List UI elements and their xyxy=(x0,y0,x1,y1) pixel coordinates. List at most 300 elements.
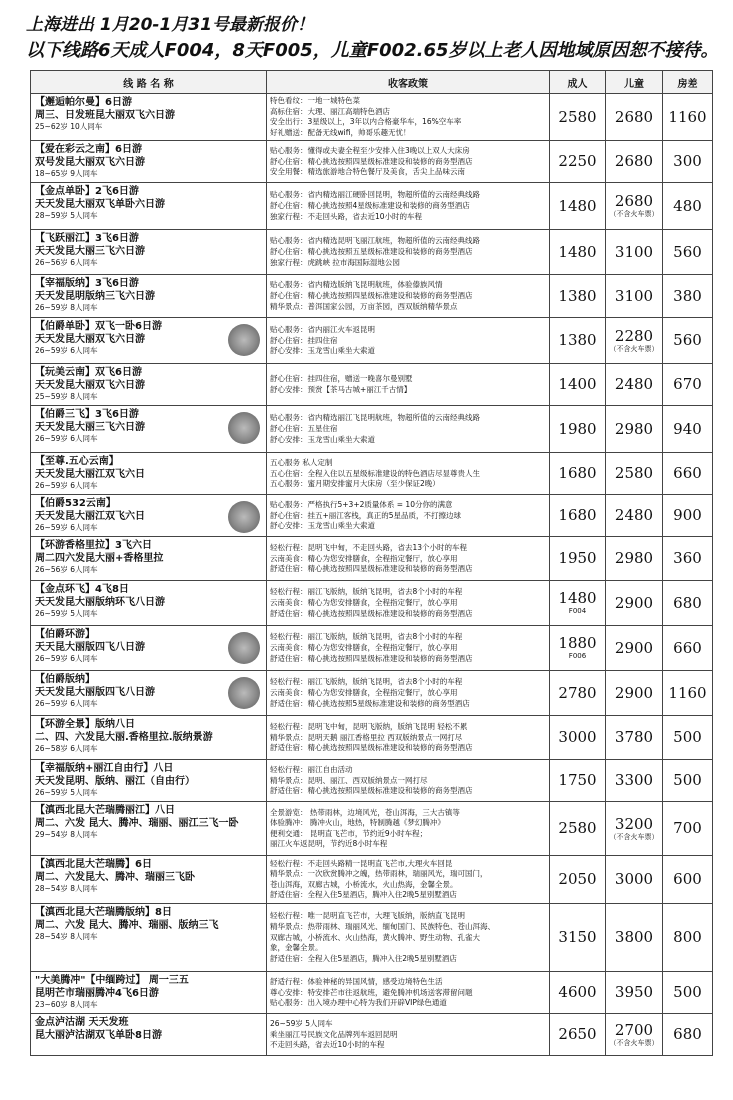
route-title: 【伯爵环游】 xyxy=(35,629,95,641)
adult-price-value: 2250 xyxy=(558,152,597,171)
adult-price-value: 1380 xyxy=(558,286,597,305)
route-group-info: 25~62岁 10人同车 xyxy=(35,122,103,131)
adult-price xyxy=(550,904,606,972)
adult-price xyxy=(550,626,606,671)
route-title: 【伯爵单卧】双飞一卧6日游 xyxy=(35,321,162,333)
route-group-info: 26~59岁 6人同车 xyxy=(35,523,98,533)
adult-price xyxy=(550,230,606,275)
adult-price-value: 2650 xyxy=(558,1025,597,1044)
route-title: 【滇西北昆大芒瑞腾版纳】8日 xyxy=(35,907,172,919)
policy-line: 舒适住宿：全程入住5星酒店，腾冲入住2晚5星别墅酒店 xyxy=(270,953,457,963)
route-line: 天天发昆大丽三飞六日游 xyxy=(35,422,145,434)
route-group-info: 25~59岁 8人同车 xyxy=(35,392,98,402)
policy-line: 轻松行程：丽江飞版纳，版纳飞昆明，省去8个小时的车程 xyxy=(270,632,463,642)
adult-price-value: 1480 xyxy=(558,242,597,261)
route-title: 【伯爵版纳】 xyxy=(35,674,95,686)
child-price-value: 3000 xyxy=(614,870,654,889)
table-row xyxy=(31,364,713,406)
route-cell xyxy=(31,581,267,626)
policy-cell xyxy=(267,856,550,904)
policy-cell xyxy=(267,406,550,453)
route-line: 天天发昆大丽版纳环飞八日游 xyxy=(35,597,165,609)
policy-line: 贴心服务：省内精选丽江飞昆明航班，物超所值的云南经典线路 xyxy=(270,413,480,423)
adult-price-value: 1480 xyxy=(558,196,597,215)
child-price-value: 3950 xyxy=(614,983,654,1002)
policy-line: 精华景点：昆明、丽江、西双版纳景点一网打尽 xyxy=(270,775,428,785)
policy-line: 双廊古城，小桥流水、火山热海，黄火腾冲、野生动物、孔雀大 xyxy=(270,932,480,942)
table-row xyxy=(31,318,713,364)
route-line: 二、四、六发昆大丽.香格里拉.版纳景游 xyxy=(35,732,213,744)
child-price xyxy=(606,904,663,972)
child-price xyxy=(606,760,663,802)
adult-price-value: 1980 xyxy=(558,419,597,438)
policy-line: 轻松行程：昆明飞中甸，不走回头路，省去13个小时的车程 xyxy=(270,542,468,552)
table-row xyxy=(31,495,713,537)
route-title: 【飞跃丽江】3飞6日游 xyxy=(35,233,139,245)
room-diff-price: 380 xyxy=(663,275,713,318)
policy-line: 好礼赠送：配备无线wifi，帅哥乐趣无忧！ xyxy=(270,127,411,137)
policy-line: 精华景点：热带雨林、瑞丽风光、缅甸国门、民族特色、苍山洱海、 xyxy=(270,921,495,931)
policy-line: 舒心住宿：五星住宿 xyxy=(270,424,338,434)
policy-line: 舒适住宿：精心挑选按照四星级标准建设和装修的商务型酒店 xyxy=(270,786,473,796)
route-line: 天天发昆大丽双飞单卧六日游 xyxy=(35,199,165,211)
child-price xyxy=(606,94,663,141)
table-row xyxy=(31,716,713,760)
policy-line: 精华景点：普洱国家公园，万亩茶园，西双版纳精华景点 xyxy=(270,301,458,311)
route-group-info: 26~59岁 6人同车 xyxy=(35,481,98,491)
child-price xyxy=(606,671,663,716)
policy-line: 舒适行程：体验神秘的异国风情，感受边境特色生活 xyxy=(270,976,443,986)
policy-line: 舒心住宿：精心挑选按照四星级标准建设和装修的商务型酒店 xyxy=(270,156,473,166)
child-price xyxy=(606,802,663,856)
route-group-info: 26~56岁 6人同车 xyxy=(35,565,98,575)
route-title: 【伯爵532云南】 xyxy=(35,498,116,510)
route-cell xyxy=(31,626,267,671)
route-title: 【滇西北昆大芒瑞腾】6日 xyxy=(35,859,152,871)
route-line: 天天昆大丽版四飞八日游 xyxy=(35,642,145,654)
policy-cell xyxy=(267,364,550,406)
route-cell xyxy=(31,1014,267,1056)
adult-price xyxy=(550,716,606,760)
route-title: "大美腾冲"【中缅跨过】 周一三五 xyxy=(35,975,189,987)
route-title: 【滇西北昆大芒瑞腾丽江】八日 xyxy=(35,805,175,817)
route-line: 天天发昆大丽版四飞八日游 xyxy=(35,687,155,699)
policy-cell xyxy=(267,671,550,716)
child-price-value: 2900 xyxy=(614,683,654,702)
route-cell xyxy=(31,856,267,904)
route-cell xyxy=(31,94,267,141)
room-diff-price: 500 xyxy=(663,716,713,760)
room-diff-price: 660 xyxy=(663,626,713,671)
col-header-policy: 收客政策 xyxy=(267,71,550,94)
policy-line: 舒心安排：玉龙雪山乘坐大索道 xyxy=(270,434,375,444)
route-group-info: 26~59岁 8人同车 xyxy=(35,303,98,313)
child-price xyxy=(606,495,663,537)
route-group-info: 29~54岁 8人同车 xyxy=(35,830,98,840)
route-title: 【邂逅帕尔曼】6日游 xyxy=(35,97,132,108)
policy-line: 舒适住宿：精心挑选按照5星级标准建设和装修的商务型酒店 xyxy=(270,698,470,708)
child-price-value: 3300 xyxy=(614,771,654,790)
route-group-info: 26~56岁 6人同车 xyxy=(35,258,98,268)
policy-line: 独家行程：虎跳峡 拉市海国际湿地公园 xyxy=(270,257,400,267)
room-diff-price: 700 xyxy=(663,802,713,856)
policy-line: 云南美食：精心为您安排膳食，全程指定餐厅，放心享用 xyxy=(270,643,458,653)
route-title: 【环游全景】版纳八日 xyxy=(35,719,135,731)
route-cell xyxy=(31,406,267,453)
route-line: 天天发昆大丽三飞六日游 xyxy=(35,246,145,258)
table-row xyxy=(31,581,713,626)
table-row xyxy=(31,453,713,495)
route-title: 【伯爵三飞】3飞6日游 xyxy=(35,409,139,421)
child-price xyxy=(606,230,663,275)
route-title: 【环游香格里拉】3飞六日 xyxy=(35,540,152,552)
policy-cell xyxy=(267,453,550,495)
adult-price-note: F004 xyxy=(568,607,587,616)
adult-price-value: 1950 xyxy=(558,549,597,568)
col-header-child: 儿童 xyxy=(606,71,663,94)
adult-price-value: 1480 xyxy=(558,589,597,608)
route-line: 天天发昆大丽双飞六日游 xyxy=(35,334,145,346)
policy-line: 贴心服务：省内丽江火车返昆明 xyxy=(270,324,375,334)
table-row xyxy=(31,904,713,972)
route-line: 天天发昆大丽江双飞六日 xyxy=(35,511,145,523)
route-cell xyxy=(31,716,267,760)
policy-line: 精华景点：一次欣赏腾冲之魄，热带雨林，瑞丽风光，瑞可国门， xyxy=(270,869,488,879)
policy-line: 贴心服务：出入境办理中心特为我们开辟VIP绿色通道 xyxy=(270,998,447,1008)
adult-price xyxy=(550,760,606,802)
table-row xyxy=(31,1014,713,1056)
route-title: 【金点单卧】2飞6日游 xyxy=(35,186,139,198)
adult-price-value: 2050 xyxy=(558,870,597,889)
child-price xyxy=(606,275,663,318)
col-header-diff: 房差 xyxy=(663,71,713,94)
route-line: 周二、六发昆大、腾冲、瑞丽三飞卧 xyxy=(35,872,195,884)
child-price xyxy=(606,183,663,230)
route-group-info: 26~59岁 6人同车 xyxy=(35,346,98,356)
route-group-info: 26~59岁 6人同车 xyxy=(35,654,98,664)
room-diff-price: 300 xyxy=(663,141,713,183)
route-title: 【幸福版纳+丽江自由行】八日 xyxy=(35,763,174,775)
table-row xyxy=(31,856,713,904)
adult-price-value: 2580 xyxy=(558,819,597,838)
policy-line: 独家行程：不走回头路，省去近10小时的车程 xyxy=(270,211,423,221)
child-price-value: 3100 xyxy=(614,242,654,261)
route-cell xyxy=(31,495,267,537)
route-group-info: 18~65岁 9人同车 xyxy=(35,169,98,179)
table-row xyxy=(31,141,713,183)
policy-line: 贴心服务：省内精选丽江硬卧回昆明，物超所值的云南经典线路 xyxy=(270,190,480,200)
child-price xyxy=(606,453,663,495)
table-row xyxy=(31,275,713,318)
policy-cell xyxy=(267,230,550,275)
route-cell xyxy=(31,364,267,406)
route-cell xyxy=(31,318,267,364)
adult-price xyxy=(550,1014,606,1056)
adult-price-value: 4600 xyxy=(558,983,597,1002)
table-header-row xyxy=(31,71,713,94)
policy-line: 轻松行程：丽江飞版纳，版纳飞昆明，省去8个小时的车程 xyxy=(270,677,463,687)
route-group-info: 28~59岁 5人同车 xyxy=(35,211,98,221)
child-price-value: 3100 xyxy=(614,286,654,305)
child-price xyxy=(606,972,663,1014)
policy-line: 贴心服务：懂得或夫妻全程至少安排入住3晚以上双人大床房 xyxy=(270,145,470,155)
room-diff-price: 900 xyxy=(663,495,713,537)
policy-cell xyxy=(267,581,550,626)
policy-line: 乘坐丽江号民族文化品牌列车返回昆明 xyxy=(270,1029,398,1039)
child-price-note: （不含火车票） xyxy=(609,832,659,841)
route-cell xyxy=(31,537,267,581)
room-diff-price: 360 xyxy=(663,537,713,581)
table-row xyxy=(31,802,713,856)
header-line-1: 上海进出 1月20-1月31号最新报价！ xyxy=(26,15,314,35)
policy-cell xyxy=(267,626,550,671)
room-diff-price: 500 xyxy=(663,760,713,802)
room-diff-price: 670 xyxy=(663,364,713,406)
policy-line: 云南美食：精心为您安排膳食，全程指定餐厅，放心享用 xyxy=(270,553,458,563)
route-line: 周二、六发 昆大、腾冲、瑞丽、版纳三飞 xyxy=(35,920,219,932)
policy-line: 轻松行程：不走回头路精一昆明直飞芒市,大理火车回昆 xyxy=(270,858,453,868)
child-price xyxy=(606,581,663,626)
route-line: 天天发昆大丽江双飞六日 xyxy=(35,469,145,481)
child-price xyxy=(606,1014,663,1056)
policy-cell xyxy=(267,275,550,318)
policy-line: 舒适住宿：精心挑选按照四星级标准建设和装修的商务型酒店 xyxy=(270,743,473,753)
route-group-info: 23~60岁 8人同车 xyxy=(35,1000,98,1010)
policy-line: 舒适住宿：全程入住5星酒店，腾冲入住2晚5星别墅酒店 xyxy=(270,890,457,900)
route-line: 天天发昆大丽双飞六日游 xyxy=(35,380,145,392)
policy-line: 丽江火车返昆明，节约近8小时车程 xyxy=(270,839,388,849)
route-title: 【玩美云南】双飞6日游 xyxy=(35,367,142,379)
room-diff-price: 600 xyxy=(663,856,713,904)
route-title: 【宰福版纳】3飞6日游 xyxy=(35,278,139,290)
child-price-value: 2580 xyxy=(614,464,654,483)
route-cell xyxy=(31,141,267,183)
policy-line: 舒心安排：预赏【茶马古城+丽江千古情】 xyxy=(270,384,412,394)
policy-cell xyxy=(267,495,550,537)
child-price xyxy=(606,537,663,581)
route-cell xyxy=(31,275,267,318)
policy-line: 舒心住宿：精心挑选按照五星级标准建设和装修的商务型酒店 xyxy=(270,247,473,257)
room-diff-price: 940 xyxy=(663,406,713,453)
route-title: 【金点环飞】4飞8日 xyxy=(35,584,129,596)
policy-line: 舒心住宿：挂五+丽江客栈，真正的5星品质，不打擦边球 xyxy=(270,510,462,520)
child-price xyxy=(606,856,663,904)
adult-price-value: 3000 xyxy=(558,728,597,747)
policy-line: 象，金馨全景。 xyxy=(270,943,323,953)
policy-line: 舒适住宿：精心挑选按照四星级标准建设和装修的商务型酒店 xyxy=(270,564,473,574)
route-cell xyxy=(31,802,267,856)
child-price xyxy=(606,716,663,760)
policy-cell xyxy=(267,972,550,1014)
route-line: 昆明芒市瑞丽腾冲4飞6日游 xyxy=(35,988,159,1000)
route-group-info: 26~58岁 6人同车 xyxy=(35,744,98,754)
policy-line: 全景游览： 热带雨林，边境风光，苍山洱海，三大古镇等 xyxy=(270,807,460,817)
policy-line: 舒心住宿：精心挑选按照四星级标准建设和装修的商务型酒店 xyxy=(270,291,473,301)
policy-line: 轻松行程：丽江自由活动 xyxy=(270,764,353,774)
policy-cell xyxy=(267,716,550,760)
policy-line: 26~59岁 5人同车 xyxy=(270,1018,333,1028)
route-cell xyxy=(31,671,267,716)
policy-line: 舒心安排：玉龙雪山乘坐大索道 xyxy=(270,346,375,356)
table-row xyxy=(31,626,713,671)
policy-cell xyxy=(267,94,550,141)
policy-cell xyxy=(267,1014,550,1056)
policy-line: 舒心安排：玉龙雪山乘坐大索道 xyxy=(270,521,375,531)
route-group-info: 28~54岁 8人同车 xyxy=(35,932,98,942)
room-diff-price: 800 xyxy=(663,904,713,972)
child-price-value: 3780 xyxy=(614,728,654,747)
col-header-route: 线 路 名 称 xyxy=(31,71,267,94)
room-diff-price: 680 xyxy=(663,1014,713,1056)
route-cell xyxy=(31,972,267,1014)
table-row xyxy=(31,230,713,275)
route-cell xyxy=(31,230,267,275)
room-diff-price: 1160 xyxy=(663,94,713,141)
route-group-info: 26~59岁 5人同车 xyxy=(35,788,98,798)
adult-price xyxy=(550,802,606,856)
policy-line: 舒心住宿：挂四住宿 xyxy=(270,335,338,345)
adult-price xyxy=(550,856,606,904)
policy-line: 云南美食：精心为您安排膳食，全程指定餐厅，放心享用 xyxy=(270,598,458,608)
route-cell xyxy=(31,183,267,230)
child-price xyxy=(606,406,663,453)
route-cell xyxy=(31,453,267,495)
price-table xyxy=(30,70,713,1056)
policy-line: 舒心住宿：挂四住宿，赠送一晚喜尔曼别墅 xyxy=(270,374,413,384)
adult-price-value: 1680 xyxy=(558,506,597,525)
adult-price-value: 1750 xyxy=(558,771,597,790)
table-row xyxy=(31,183,713,230)
child-price-value: 3800 xyxy=(614,928,654,947)
adult-price-value: 1400 xyxy=(558,375,597,394)
policy-line: 特色看纹：一地一城特色菜 xyxy=(270,96,360,105)
route-title: 金点泸沽湖 天天发班 xyxy=(35,1017,129,1029)
policy-line: 贴心服务：严格执行5+3+2质量体系 = 10分你的满意 xyxy=(270,499,453,509)
room-diff-price: 560 xyxy=(663,318,713,364)
policy-line: 安全用餐：精选旅游地合特色餐厅及美食，舌尖上品味云南 xyxy=(270,167,465,177)
adult-price xyxy=(550,453,606,495)
policy-cell xyxy=(267,183,550,230)
child-price-value: 2980 xyxy=(614,549,654,568)
adult-price xyxy=(550,183,606,230)
adult-price-value: 2780 xyxy=(558,683,597,702)
policy-line: 贴心服务：省内精选昆明飞丽江航班，物超所值的云南经典线路 xyxy=(270,236,480,246)
policy-cell xyxy=(267,904,550,972)
route-group-info: 28~54岁 8人同车 xyxy=(35,884,98,894)
child-price xyxy=(606,626,663,671)
adult-price-note: F006 xyxy=(568,652,587,661)
policy-line: 五心服务 私人定制 xyxy=(270,457,333,467)
policy-line: 体验腾冲： 腾冲火山，地热，特制腾越《梦幻腾冲》 xyxy=(270,818,445,828)
room-diff-price: 660 xyxy=(663,453,713,495)
adult-price xyxy=(550,537,606,581)
policy-cell xyxy=(267,141,550,183)
child-price-value: 2980 xyxy=(614,419,654,438)
child-price-note: （不含火车票） xyxy=(609,1038,659,1047)
policy-line: 便利交通： 昆明直飞芒市，节约近9小时车程； xyxy=(270,828,428,838)
route-group-info: 26~59岁 6人同车 xyxy=(35,434,98,444)
child-price-value: 3200 xyxy=(614,814,654,833)
room-diff-price: 1160 xyxy=(663,671,713,716)
adult-price xyxy=(550,671,606,716)
room-diff-price: 480 xyxy=(663,183,713,230)
policy-cell xyxy=(267,802,550,856)
adult-price xyxy=(550,495,606,537)
adult-price xyxy=(550,275,606,318)
child-price xyxy=(606,318,663,364)
route-line: 周二、六发 昆大、腾冲、瑞丽、丽江三飞一卧 xyxy=(35,818,239,830)
policy-cell xyxy=(267,537,550,581)
route-line: 周三、日发班昆大丽双飞六日游 xyxy=(35,110,175,121)
adult-price xyxy=(550,364,606,406)
adult-price xyxy=(550,406,606,453)
room-diff-price: 680 xyxy=(663,581,713,626)
child-price-value: 2280 xyxy=(614,326,654,345)
adult-price-value: 2580 xyxy=(558,107,597,126)
route-title: 【爱在彩云之南】6日游 xyxy=(35,144,142,156)
header-line-2: 以下线路6天成人F004，8天F005，儿童F002.65岁以上老人因地域原因恕不接待。 xyxy=(26,40,719,61)
child-price-value: 2900 xyxy=(614,593,654,612)
policy-line: 尊心安排：特安排芒市往返航班，避免腾冲机场送客滞留问题 xyxy=(270,987,473,997)
adult-price-value: 1880 xyxy=(558,634,597,653)
policy-line: 不走回头路，省去近10小时的车程 xyxy=(270,1040,385,1050)
table-row xyxy=(31,406,713,453)
adult-price-value: 3150 xyxy=(558,928,597,947)
policy-line: 高标住宿：大理、丽江高端特色酒店 xyxy=(270,106,390,116)
route-group-info: 26~59岁 6人同车 xyxy=(35,699,98,709)
child-price-note: （不含火车票） xyxy=(609,344,659,353)
policy-cell xyxy=(267,318,550,364)
policy-line: 舒适住宿：精心挑选按照四星级标准建设和装修的商务型酒店 xyxy=(270,608,473,618)
policy-line: 轻松行程：昆明飞中甸，昆明飞版纳，版纳飞昆明 轻松不累 xyxy=(270,721,468,731)
adult-price xyxy=(550,318,606,364)
adult-price xyxy=(550,141,606,183)
policy-line: 苍山洱海，双廊古城，小桥流水，火山热海，金馨全景。 xyxy=(270,879,458,889)
route-line: 天天发昆明、版纳、丽江（自由行） xyxy=(35,776,195,788)
table-row xyxy=(31,537,713,581)
adult-price-value: 1380 xyxy=(558,331,597,350)
table-row xyxy=(31,760,713,802)
col-header-adult: 成人 xyxy=(550,71,606,94)
child-price-value: 2700 xyxy=(614,1020,654,1039)
policy-line: 轻松行程：丽江飞版纳，版纳飞昆明，省去8个小时的车程 xyxy=(270,587,463,597)
child-price-value: 2680 xyxy=(614,152,654,171)
route-line: 天天发昆明版纳三飞六日游 xyxy=(35,291,155,303)
route-line: 昆大丽泸沽湖双飞单卧8日游 xyxy=(35,1030,162,1042)
policy-line: 舒适住宿：精心挑选按照四星级标准建设和装修的商务型酒店 xyxy=(270,653,473,663)
table-row xyxy=(31,94,713,141)
policy-line: 精华景点：昆明天鹅 丽江香格里拉 西双版纳景点一网打尽 xyxy=(270,732,463,742)
policy-line: 轻松行程：唯一昆明直飞芒市，大理飞版纳，版纳直飞昆明 xyxy=(270,911,465,921)
child-price-note: （不含火车票） xyxy=(609,210,659,219)
policy-line: 安全出行：3星级以上，3年以内合格豪华车，16%空车率 xyxy=(270,117,462,127)
policy-cell xyxy=(267,760,550,802)
table-row xyxy=(31,671,713,716)
table-row xyxy=(31,972,713,1014)
room-diff-price: 500 xyxy=(663,972,713,1014)
adult-price xyxy=(550,94,606,141)
route-cell xyxy=(31,904,267,972)
policy-line: 五心住宿：全程入住以五星级标准建设的特色酒店尽显尊贵人生 xyxy=(270,468,480,478)
child-price-value: 2900 xyxy=(614,638,654,657)
route-group-info: 26~59岁 5人同车 xyxy=(35,609,98,619)
adult-price-value: 1680 xyxy=(558,464,597,483)
policy-line: 舒心住宿：精心挑选按照4星级标准建设和装修的商务型酒店 xyxy=(270,201,470,211)
child-price-value: 2480 xyxy=(614,506,654,525)
room-diff-price: 560 xyxy=(663,230,713,275)
route-line: 周二四六发昆大丽+香格里拉 xyxy=(35,553,164,565)
child-price xyxy=(606,364,663,406)
